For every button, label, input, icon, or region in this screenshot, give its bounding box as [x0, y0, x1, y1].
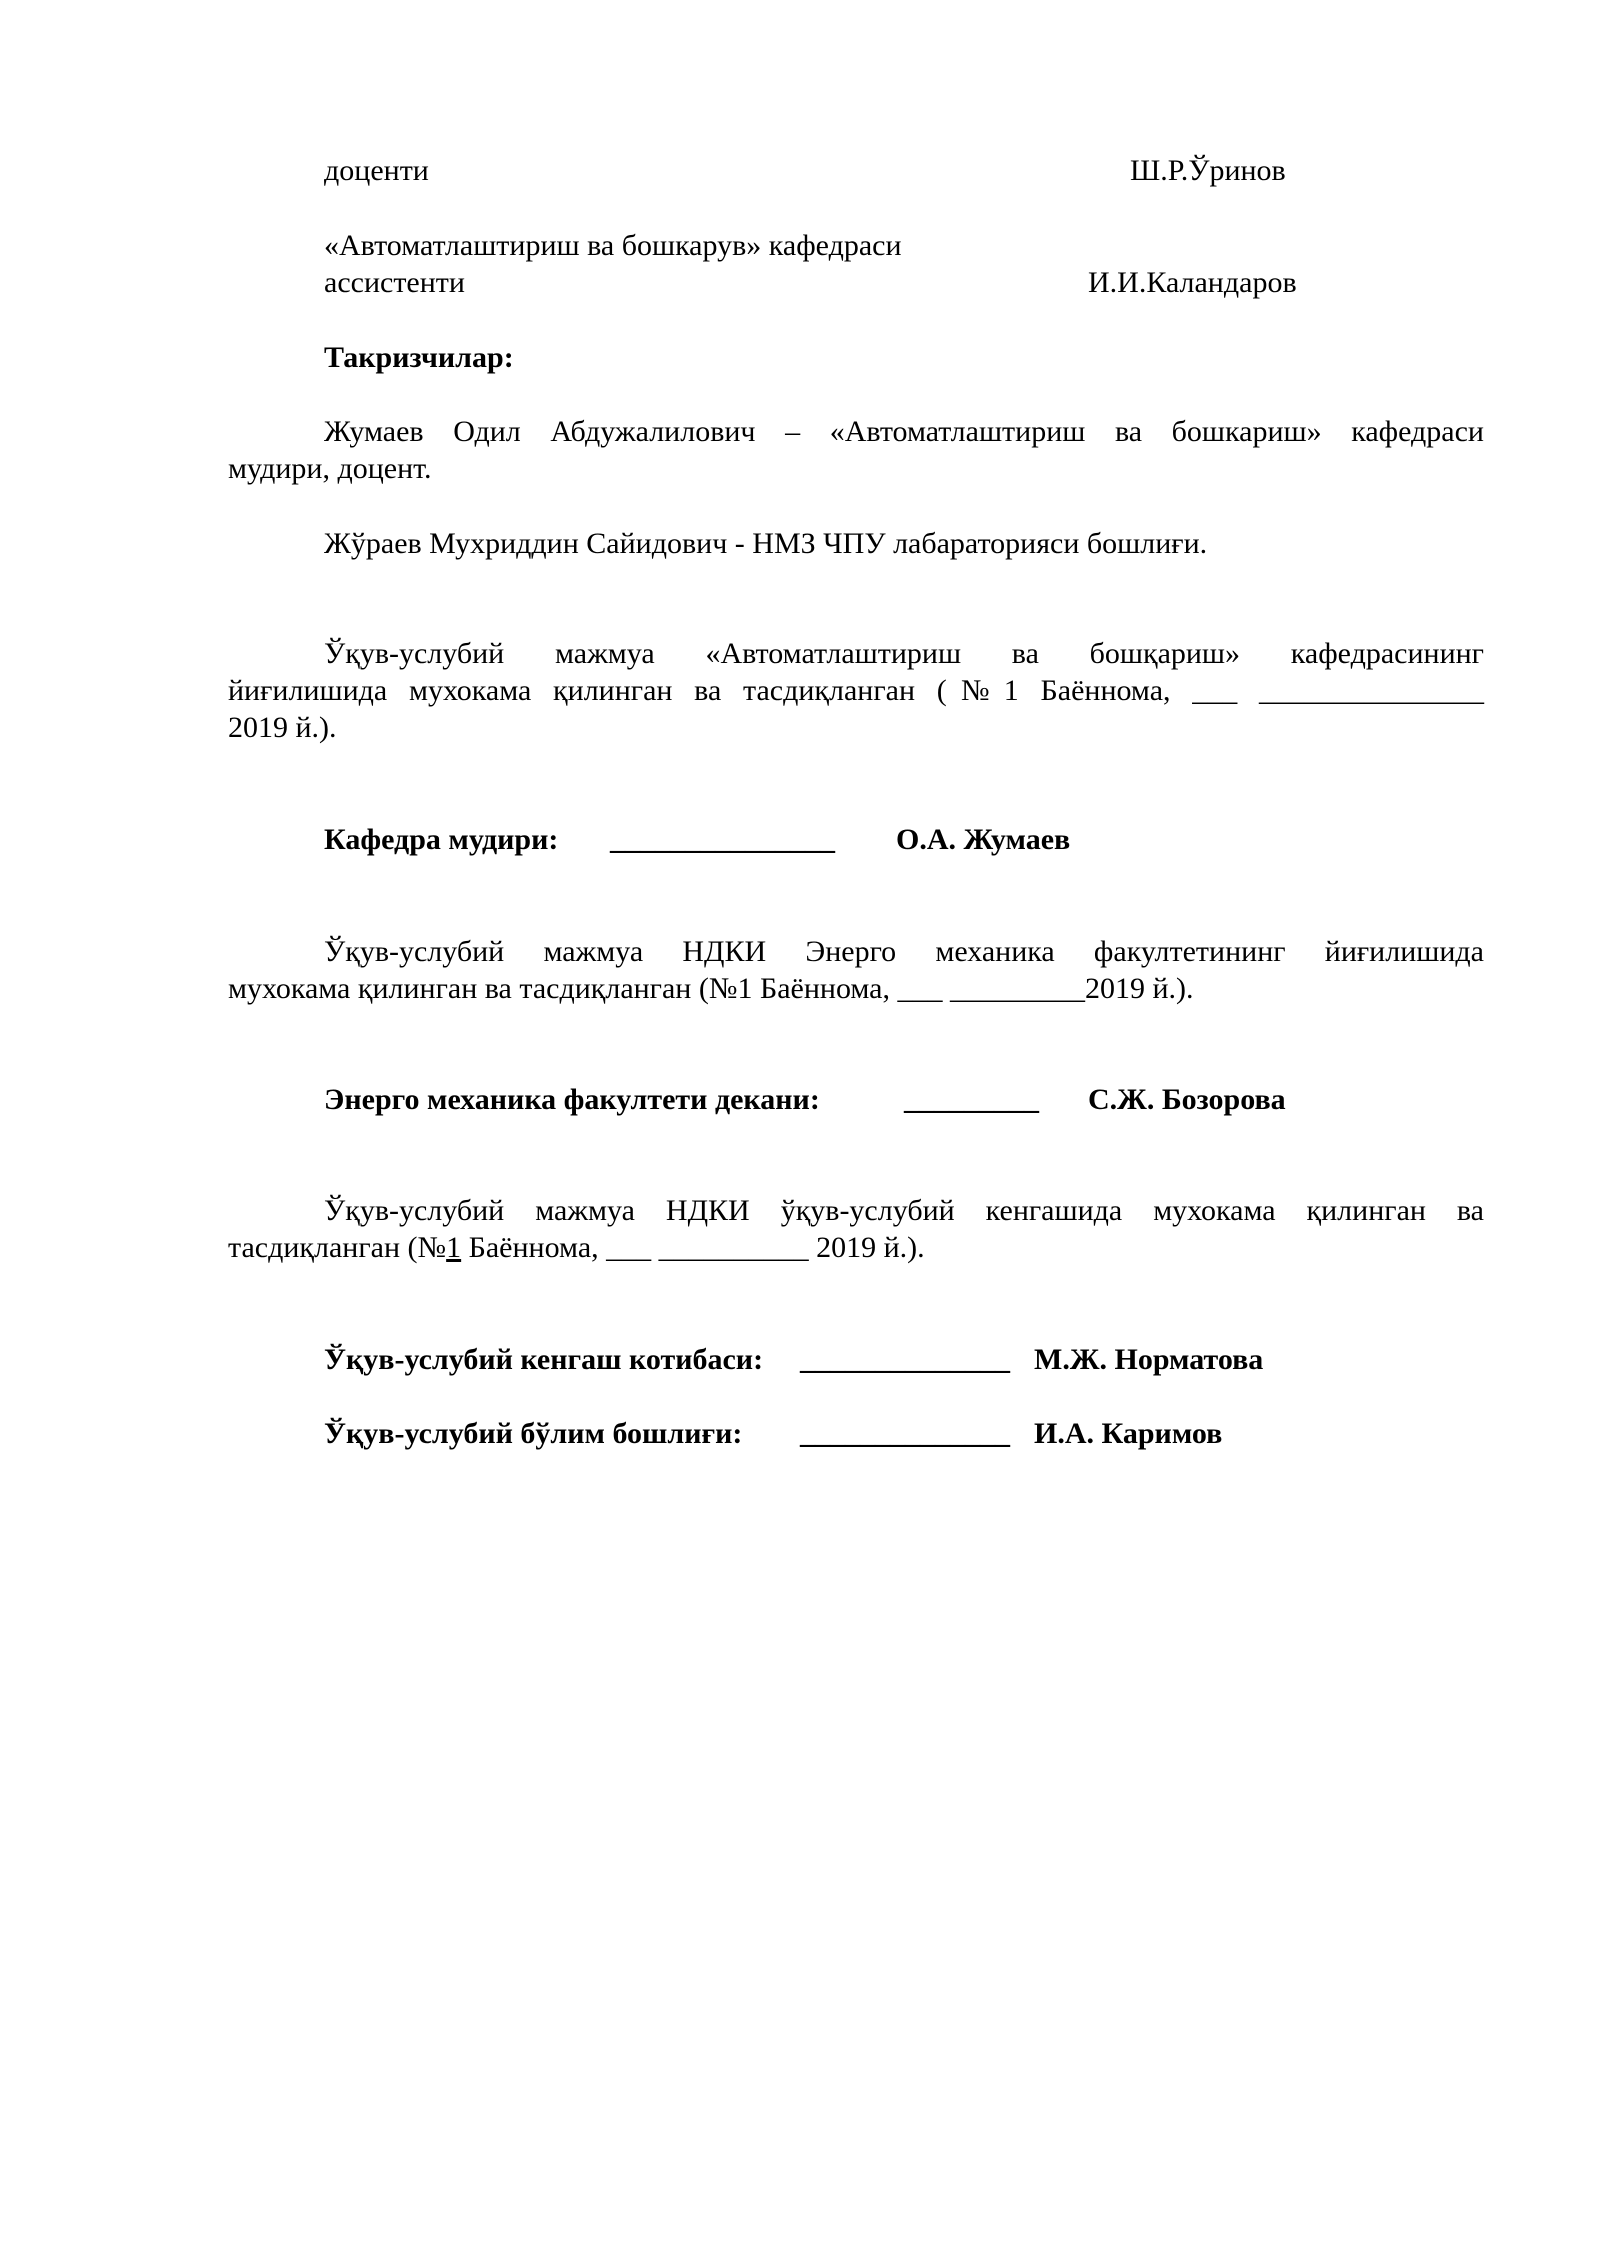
author-2-name: И.И.Каландаров	[1088, 266, 1297, 299]
dept-approval-line1: Ўқув-услубий мажмуа «Автоматлаштириш ва бошқариш» кафедрасининг	[324, 637, 1484, 670]
council-approval-line2-b: Баённома, ___ __________ 2019 й.).	[461, 1231, 925, 1264]
methodical-head-label: Ўқув-услубий бўлим бошлиғи:	[324, 1417, 743, 1450]
dept-head-signature-blank: _______________	[610, 823, 835, 856]
dept-head-name: О.А. Жумаев	[896, 823, 1071, 856]
dean-signature-blank: _________	[904, 1083, 1039, 1116]
dept-head-label: Кафедра мудири:	[324, 823, 559, 856]
council-approval-line1: Ўқув-услубий мажмуа НДКИ ўқув-услубий кенгашида мухокама қилинган ва	[324, 1194, 1484, 1227]
council-secretary-name: М.Ж. Норматова	[1034, 1343, 1264, 1376]
author-1-role: доценти	[324, 154, 429, 187]
reviewers-heading: Такризчилар:	[324, 341, 514, 374]
author-2-role-line2: ассистенти	[324, 266, 465, 299]
council-approval-line2	[228, 1230, 925, 1266]
reviewer-1-line1: Жумаев Одил Абдужалилович – «Автоматлаштириш ва бошкариш» кафедраси	[324, 415, 1484, 448]
author-2-role-line1: «Автоматлаштириш ва бошкарув» кафедраси	[324, 229, 902, 262]
dean-label: Энерго механика факултети декани:	[324, 1083, 820, 1116]
reviewer-1-line2: мудири, доцент.	[228, 452, 432, 485]
faculty-approval-line2: мухокама қилинган ва тасдиқланган (№1 Баённома, ___ _________2019 й.).	[228, 972, 1194, 1005]
council-approval-line2-a: тасдиқланган (№	[228, 1231, 447, 1264]
dean-name: С.Ж. Бозорова	[1088, 1083, 1286, 1116]
council-secretary-signature-blank: ______________	[800, 1343, 1010, 1376]
council-secretary-label: Ўқув-услубий кенгаш котибаси:	[324, 1343, 764, 1376]
dept-approval-line2: йиғилишида мухокама қилинган ва тасдиқланган (№1 Баённома, ___ _______________	[228, 674, 1484, 707]
faculty-approval-line1: Ўқув-услубий мажмуа НДКИ Энерго механика факултетининг йиғилишида	[324, 935, 1484, 968]
methodical-head-name: И.А. Каримов	[1034, 1417, 1223, 1450]
dept-approval-line3: 2019 й.).	[228, 711, 337, 744]
council-protocol-number: 1	[446, 1231, 462, 1264]
author-1-name: Ш.Р.Ўринов	[1130, 154, 1286, 187]
reviewer-2: Жўраев Мухриддин Сайидович - НМЗ ЧПУ лабараторияси бошлиғи.	[324, 527, 1208, 560]
methodical-head-signature-blank: ______________	[800, 1417, 1010, 1450]
